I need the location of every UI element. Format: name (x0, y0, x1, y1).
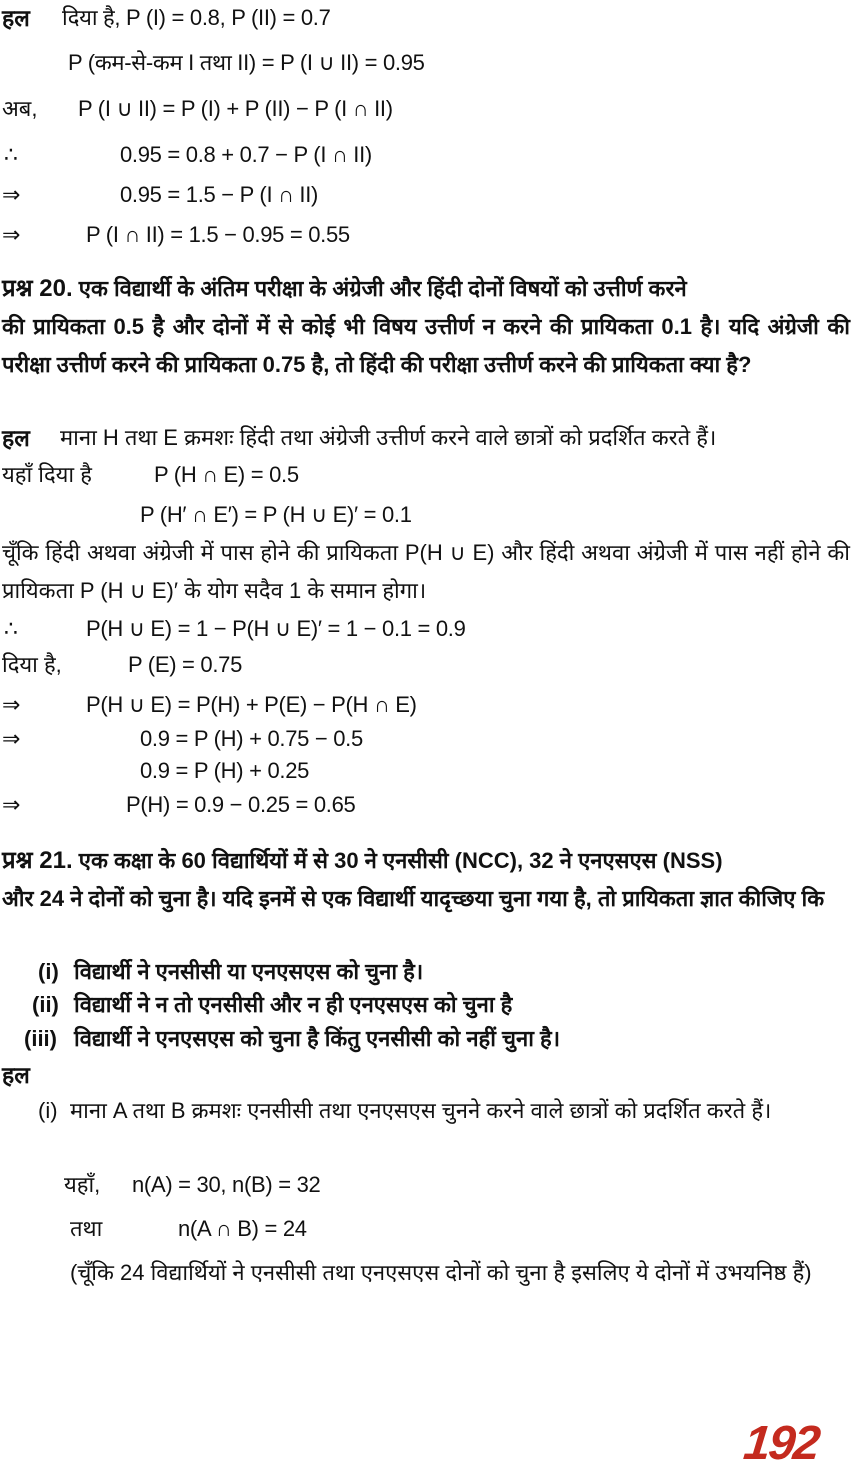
q20-step-4: 0.9 = P (H) + 0.75 − 0.5 (140, 726, 363, 751)
question-20-text-line1: एक विद्यार्थी के अंतिम परीक्षा के अंग्रेजी और हिंदी दोनों विषयों को उत्तीर्ण करने (78, 276, 687, 301)
q20-step-1: P(H ∪ E) = 1 − P(H ∪ E)′ = 1 − 0.1 = 0.9 (86, 616, 466, 641)
therefore-symbol: ∴ (4, 142, 18, 167)
solution-part-number: (i) (38, 1098, 58, 1123)
part-text: विद्यार्थी ने एनसीसी या एनएसएस को चुना है। (74, 959, 424, 984)
q21-solution-intro: माना A तथा B क्रमशः एनसीसी तथा एनएसएस चुनने करने वाले छात्रों को प्रदर्शित करते हैं। (70, 1098, 772, 1123)
here-values: n(A) = 30, n(B) = 32 (132, 1172, 321, 1197)
solution-label: हल (2, 425, 30, 451)
intersection-value: n(A ∩ B) = 24 (178, 1216, 307, 1241)
question-21 (2, 842, 850, 918)
part-number: (ii) (32, 992, 59, 1017)
q20-step-3: P(H ∪ E) = P(H) + P(E) − P(H ∩ E) (86, 692, 417, 717)
step-line-3: P (I ∩ II) = 1.5 − 0.95 = 0.55 (86, 222, 350, 247)
here-label: यहाँ, (64, 1172, 101, 1197)
part-number: (i) (38, 959, 59, 984)
step-line-2: 0.95 = 1.5 − P (I ∩ II) (120, 182, 319, 207)
solution-label: हल (2, 1062, 30, 1088)
union-formula: P (I ∪ II) = P (I) + P (II) − P (I ∩ II) (78, 96, 393, 121)
therefore-symbol: ∴ (4, 616, 18, 641)
part-text: विद्यार्थी ने न तो एनसीसी और न ही एनएसएस को चुना है (74, 992, 513, 1017)
question-21-text-line1: एक कक्षा के 60 विद्यार्थियों में से 30 ने एनसीसी (NCC), 32 ने एनएसएस (NSS) (78, 848, 723, 873)
question-21-label: प्रश्न 21. (2, 847, 73, 874)
given-line: दिया है, P (I) = 0.8, P (II) = 0.7 (62, 5, 331, 30)
given-label-2: दिया है, (2, 652, 62, 677)
step-line-1: 0.95 = 0.8 + 0.7 − P (I ∩ II) (120, 142, 372, 167)
implies-symbol: ⇒ (2, 182, 21, 207)
and-label: तथा (70, 1216, 103, 1241)
given-label: यहाँ दिया है (2, 462, 92, 487)
implies-symbol: ⇒ (2, 792, 21, 817)
q20-solution-intro: माना H तथा E क्रमशः हिंदी तथा अंग्रेजी उत्तीर्ण करने वाले छात्रों को प्रदर्शित करते हैं। (60, 425, 717, 450)
implies-symbol: ⇒ (2, 726, 21, 751)
question-20-label: प्रश्न 20. (2, 275, 73, 302)
given-intersection: P (H ∩ E) = 0.5 (154, 462, 299, 487)
part-text: विद्यार्थी ने एनएसएस को चुना है किंतु एनसीसी को नहीं चुना है। (74, 1026, 561, 1051)
q21-remark: (चूँकि 24 विद्यार्थियों ने एनसीसी तथा एनएसएस दोनों को चुना है इसलिए ये दोनों में उभयनिष्ठ हैं) (70, 1260, 812, 1285)
at-least-line: P (कम-से-कम I तथा II) = P (I ∪ II) = 0.95 (68, 50, 425, 75)
part-number: (iii) (24, 1026, 57, 1051)
q20-step-5: 0.9 = P (H) + 0.25 (140, 758, 310, 783)
question-21-text-rest: और 24 ने दोनों को चुना है। यदि इनमें से एक विद्यार्थी यादृच्छया चुना गया है, तो प्रायिकता ज्ञात कीजिए कि (2, 886, 825, 911)
question-20-text-rest: की प्रायिकता 0.5 है और दोनों में से कोई भी विषय उत्तीर्ण न करने की प्रायिकता 0.1 है। यदि अंग्रेजी की परीक्षा उत्तीर्ण करने की प्रायिकता 0.75 है, तो हिंदी की परीक्षा उत्तीर्ण करने की प्रायिकता क्या है? (2, 314, 850, 377)
question-20 (2, 270, 850, 384)
q20-note: चूँकि हिंदी अथवा अंग्रेजी में पास होने की प्रायिकता P(H ∪ E) और हिंदी अथवा अंग्रेजी में पास नहीं होने की प्रायिकता P (H ∪ E)′ के योग सदैव 1 के समान होगा। (2, 540, 850, 603)
page-number: 192 (741, 1417, 821, 1470)
solution-label: हल (2, 5, 30, 31)
given-complement: P (H′ ∩ E′) = P (H ∪ E)′ = 0.1 (140, 502, 412, 527)
q20-step-6: P(H) = 0.9 − 0.25 = 0.65 (126, 792, 356, 817)
implies-symbol: ⇒ (2, 222, 21, 247)
q20-step-2: P (E) = 0.75 (128, 652, 243, 677)
implies-symbol: ⇒ (2, 692, 21, 717)
ab-label: अब, (2, 96, 38, 121)
